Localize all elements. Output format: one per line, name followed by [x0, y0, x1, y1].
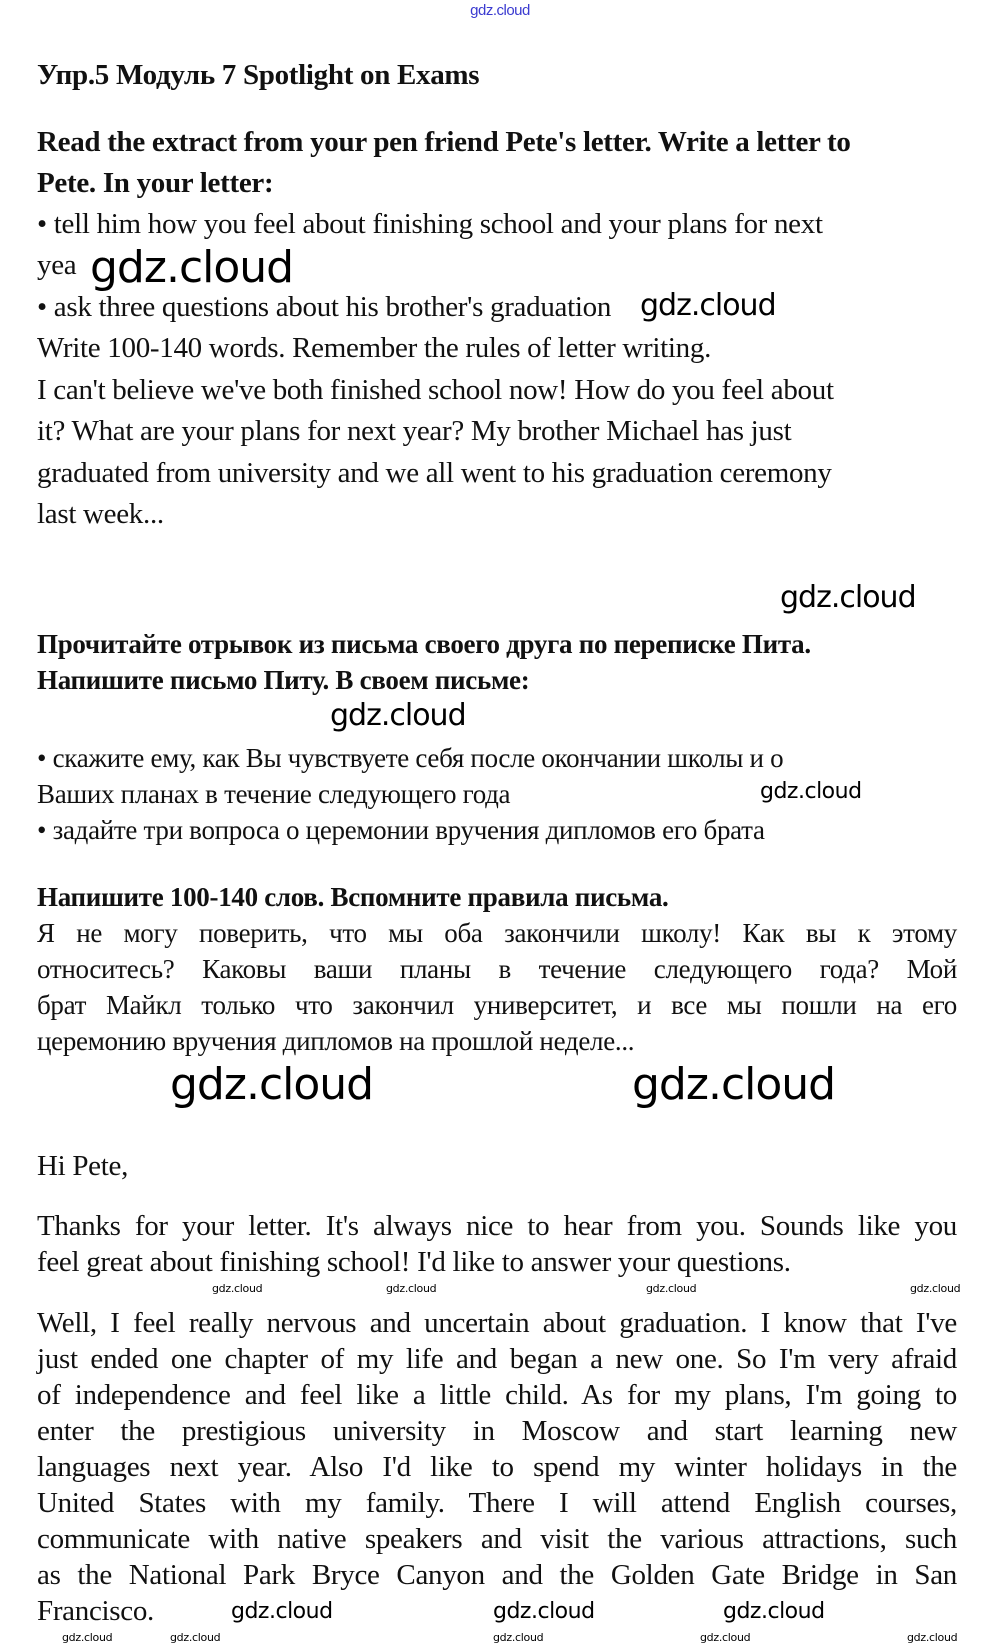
watermark: gdz.cloud — [386, 1282, 437, 1295]
letter-paragraph-line: of independence and feel like a little child. As for my plans, I'm going to — [37, 1379, 957, 1411]
watermark: gdz.cloud — [760, 779, 862, 804]
task-en-extract: it? What are your plans for next year? My brother Michael has just — [37, 415, 792, 447]
task-en-bullet-cont: yea — [37, 249, 77, 281]
task-en-bullet: • ask three questions about his brother's graduation — [37, 291, 612, 323]
watermark: gdz.cloud — [330, 698, 466, 733]
task-ru-bullet-cont: Ваших планах в течение следующего года — [37, 779, 511, 809]
letter-paragraph-line: just ended one chapter of my life and began a new one. So I'm very afraid — [37, 1343, 957, 1375]
task-ru-word-limit: Напишите 100-140 слов. Вспомните правила письма. — [37, 882, 669, 912]
task-en-bullet: • tell him how you feel about finishing school and your plans for next — [37, 208, 823, 240]
task-en-instruction: Pete. In your letter: — [37, 167, 274, 199]
watermark: gdz.cloud — [90, 242, 294, 293]
letter-paragraph-line: Thanks for your letter. It's always nice to hear from you. Sounds like you — [37, 1210, 957, 1242]
watermark: gdz.cloud — [62, 1631, 113, 1644]
task-ru-extract: относитесь? Каковы ваши планы в течение следующего года? Мой — [37, 954, 957, 984]
watermark: gdz.cloud — [170, 1631, 221, 1644]
watermark: gdz.cloud — [780, 580, 916, 615]
letter-paragraph-line: Well, I feel really nervous and uncertain about graduation. I know that I've — [37, 1307, 957, 1339]
task-ru-bullet: • задайте три вопроса о церемонии вручения дипломов его брата — [37, 815, 765, 845]
watermark: gdz.cloud — [907, 1631, 958, 1644]
watermark: gdz.cloud — [723, 1599, 825, 1624]
task-ru-extract: Я не могу поверить, что мы оба закончили школу! Как вы к этому — [37, 918, 957, 948]
letter-paragraph-line: Francisco. — [37, 1595, 154, 1627]
site-watermark: gdz.cloud — [470, 2, 530, 19]
watermark: gdz.cloud — [493, 1631, 544, 1644]
letter-paragraph-line: as the National Park Bryce Canyon and the Golden Gate Bridge in San — [37, 1559, 957, 1591]
task-ru-instruction: Напишите письмо Питу. В своем письме: — [37, 665, 530, 695]
watermark: gdz.cloud — [632, 1059, 836, 1110]
watermark: gdz.cloud — [640, 288, 776, 323]
task-en-extract: I can't believe we've both finished school now! How do you feel about — [37, 374, 834, 406]
task-en-word-limit: Write 100-140 words. Remember the rules of letter writing. — [37, 332, 712, 364]
task-en-extract: last week... — [37, 498, 164, 530]
task-en-instruction: Read the extract from your pen friend Pete's letter. Write a letter to — [37, 126, 851, 158]
letter-paragraph-line: feel great about finishing school! I'd like to answer your questions. — [37, 1246, 791, 1278]
task-ru-extract: брат Майкл только что закончил университет, и все мы пошли на его — [37, 990, 957, 1020]
watermark: gdz.cloud — [700, 1631, 751, 1644]
watermark: gdz.cloud — [646, 1282, 697, 1295]
task-en-extract: graduated from university and we all went to his graduation ceremony — [37, 457, 832, 489]
letter-greeting: Hi Pete, — [37, 1150, 129, 1182]
letter-paragraph-line: languages next year. Also I'd like to spend my winter holidays in the — [37, 1451, 957, 1483]
letter-paragraph-line: communicate with native speakers and visit the various attractions, such — [37, 1523, 957, 1555]
task-ru-bullet: • скажите ему, как Вы чувствуете себя после окончании школы и о — [37, 743, 784, 773]
task-ru-extract: церемонию вручения дипломов на прошлой неделе... — [37, 1026, 635, 1056]
task-ru-instruction: Прочитайте отрывок из письма своего друга по переписке Пита. — [37, 629, 811, 659]
page-title: Упр.5 Модуль 7 Spotlight on Exams — [37, 59, 480, 91]
watermark: gdz.cloud — [212, 1282, 263, 1295]
watermark: gdz.cloud — [910, 1282, 961, 1295]
letter-paragraph-line: United States with my family. There I will attend English courses, — [37, 1487, 957, 1519]
watermark: gdz.cloud — [493, 1599, 595, 1624]
watermark: gdz.cloud — [231, 1599, 333, 1624]
letter-paragraph-line: enter the prestigious university in Moscow and start learning new — [37, 1415, 957, 1447]
watermark: gdz.cloud — [170, 1059, 374, 1110]
